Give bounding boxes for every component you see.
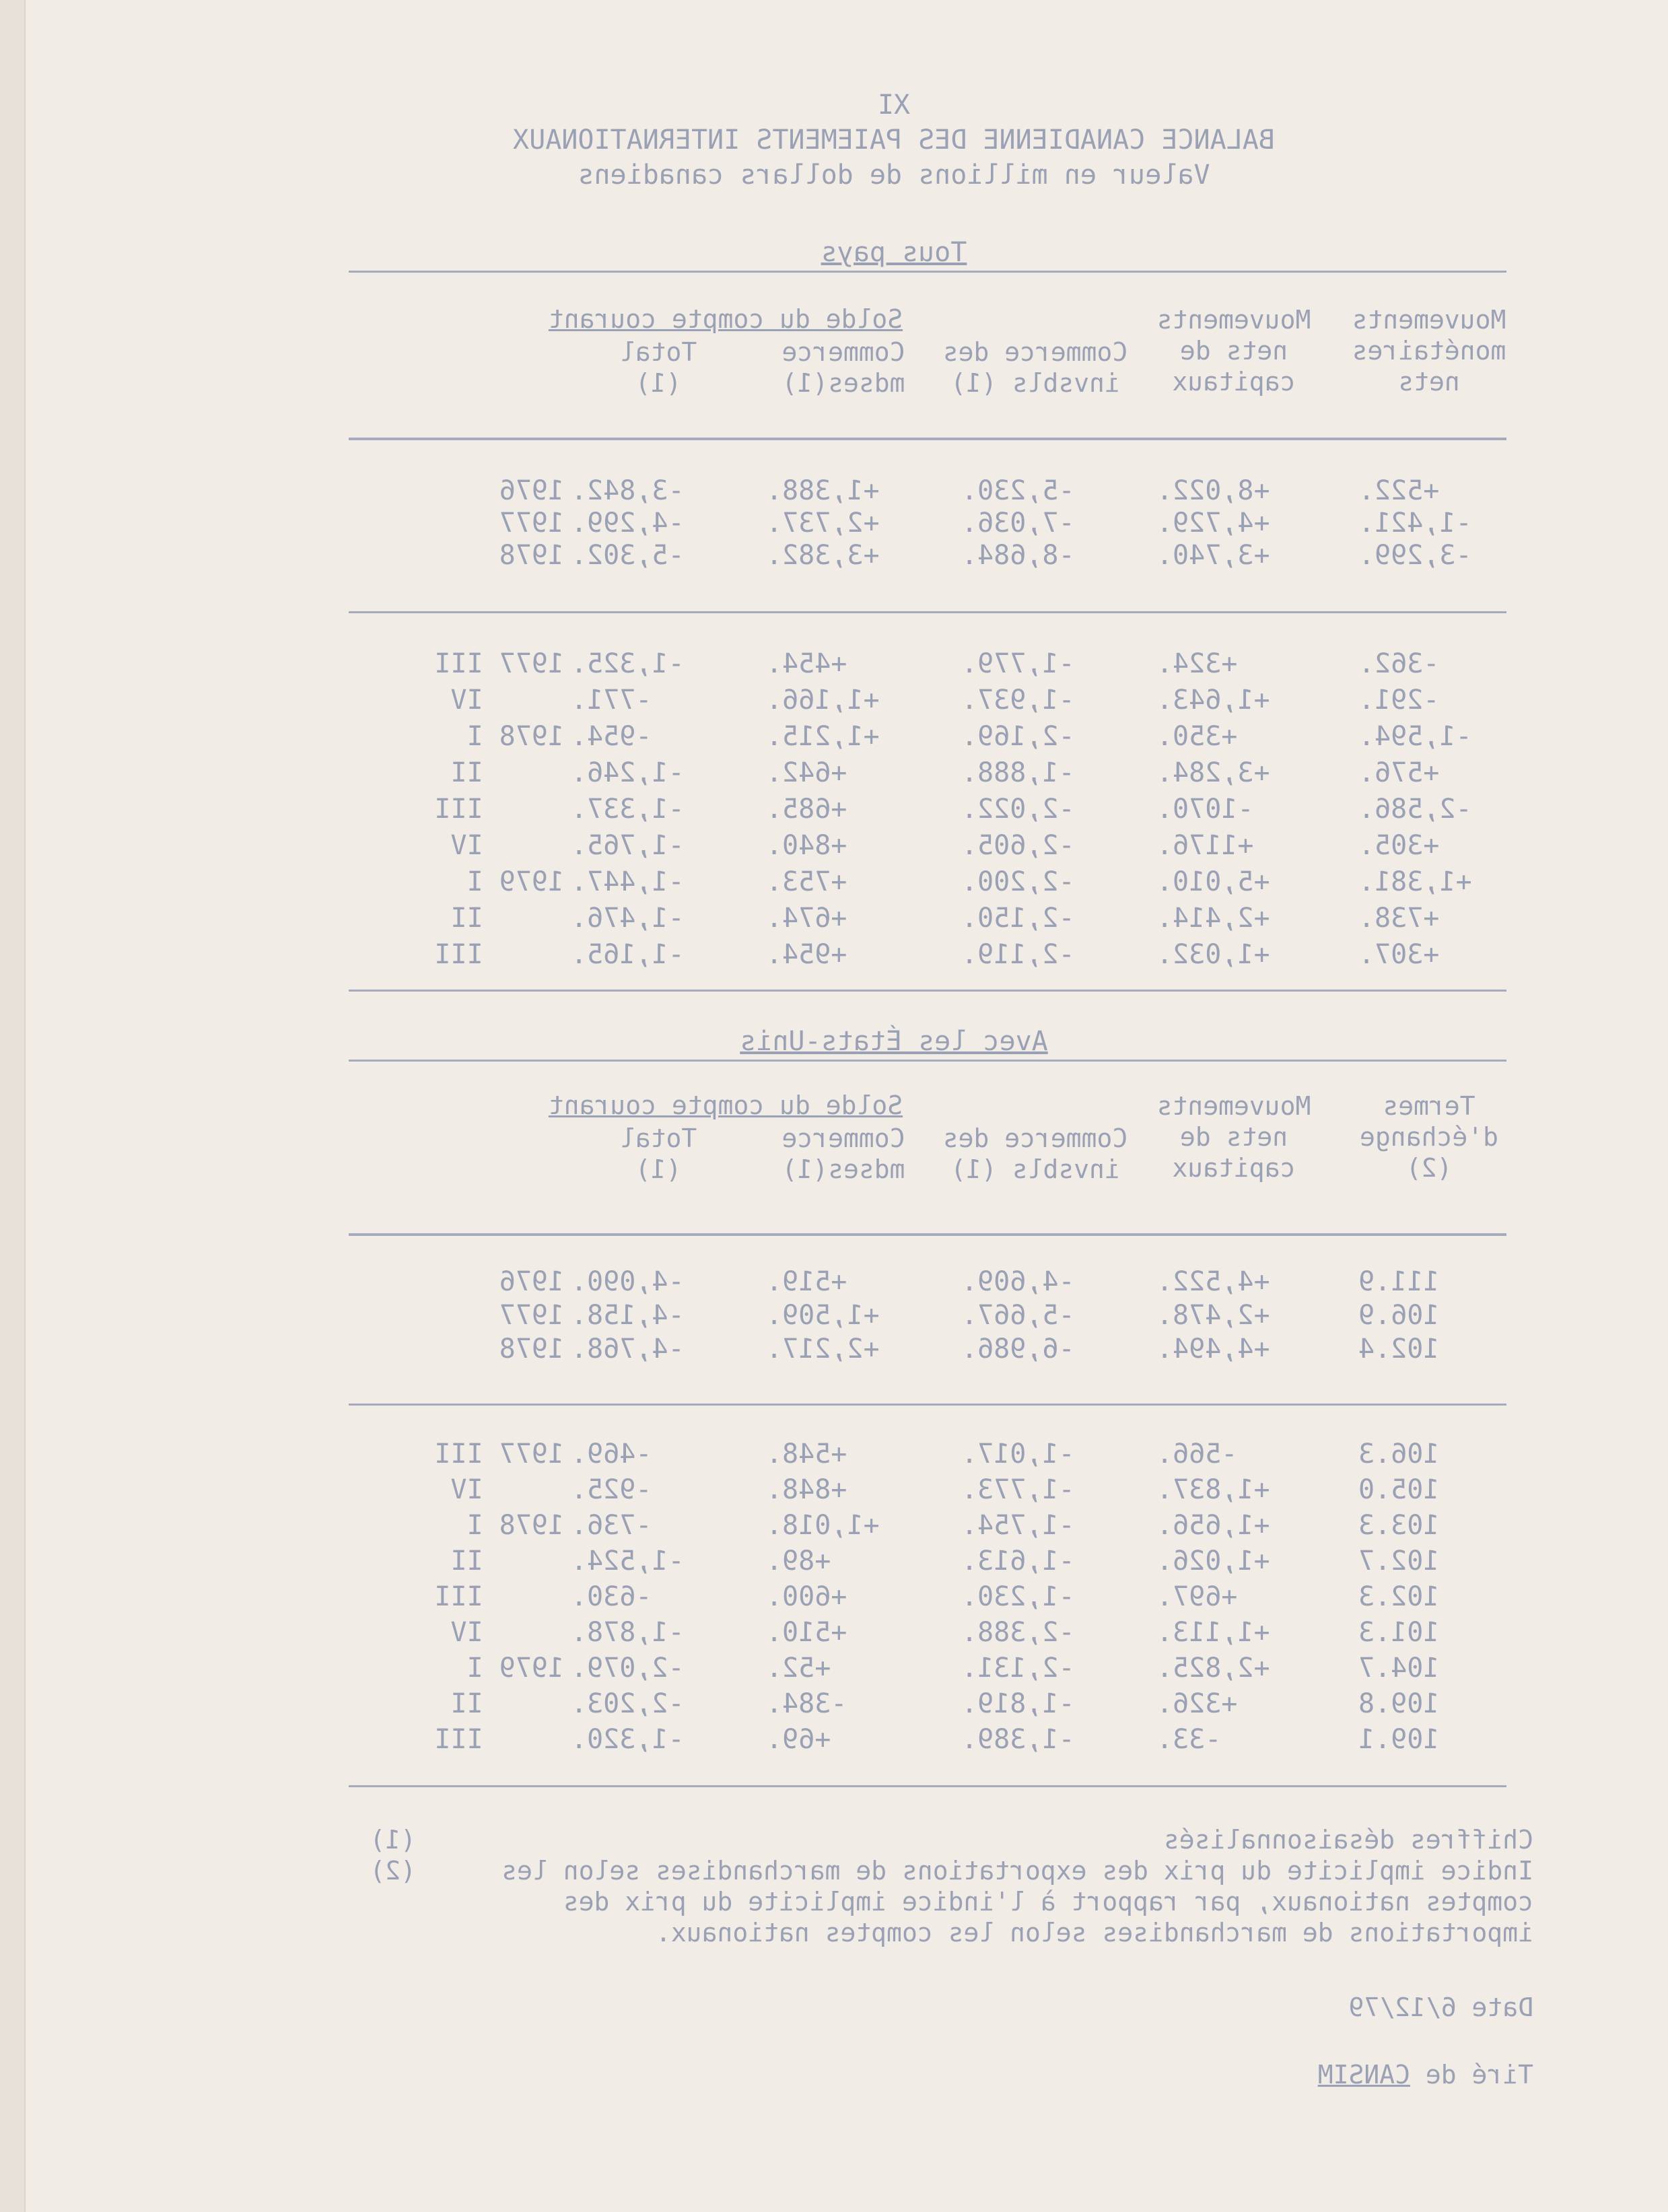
cell-invisibles: -6,986. bbox=[961, 1334, 1075, 1364]
table-row bbox=[0, 1509, 1668, 1542]
cell-total: -1,447. bbox=[571, 866, 685, 897]
cell-last: 105.0 bbox=[1358, 1474, 1440, 1505]
page-title: BALANCE CANADIENNE DES PAIEMENTS INTERNATIONAUX bbox=[513, 125, 1275, 155]
cell-merchandise: +69. bbox=[766, 1724, 831, 1755]
cell-invisibles: -2,150. bbox=[961, 903, 1075, 934]
table-row bbox=[0, 1545, 1668, 1577]
cell-invisibles: -2,388. bbox=[961, 1617, 1075, 1648]
cell-last: 102.3 bbox=[1358, 1581, 1440, 1612]
table-row bbox=[0, 1581, 1668, 1613]
cell-total: -4,090. bbox=[571, 1266, 685, 1297]
cell-total: -1,246. bbox=[571, 757, 685, 788]
cell-capital: +4,729. bbox=[1156, 508, 1270, 539]
section2-bottom-rule bbox=[349, 1785, 1506, 1787]
table-row bbox=[0, 507, 1668, 539]
section1-col-total: Total (1) bbox=[619, 337, 697, 398]
row-label: IV bbox=[450, 1474, 564, 1505]
row-label: II bbox=[450, 757, 564, 788]
section2-mid-rule bbox=[349, 1404, 1506, 1406]
cell-invisibles: -1,773. bbox=[961, 1474, 1075, 1505]
cell-total: -1,337. bbox=[571, 794, 685, 825]
cell-capital: -566. bbox=[1156, 1439, 1238, 1470]
cell-capital: +1,656. bbox=[1156, 1510, 1270, 1541]
table-row bbox=[0, 757, 1668, 789]
table-row bbox=[0, 475, 1668, 507]
cell-capital: +4,494. bbox=[1156, 1334, 1270, 1364]
table-row bbox=[0, 902, 1668, 934]
cell-merchandise: +2,217. bbox=[766, 1334, 880, 1364]
cell-capital: +1,026. bbox=[1156, 1546, 1270, 1577]
cell-last: +307. bbox=[1358, 939, 1440, 970]
cell-invisibles: -1,779. bbox=[961, 648, 1075, 679]
cell-last: +738. bbox=[1358, 903, 1440, 934]
cell-last: 109.1 bbox=[1358, 1724, 1440, 1755]
row-label: 1976 bbox=[499, 1266, 564, 1297]
cell-invisibles: -5,230. bbox=[961, 475, 1075, 506]
cell-merchandise: +642. bbox=[766, 757, 847, 788]
cell-total: -925. bbox=[571, 1474, 652, 1505]
row-label: 1977 bbox=[499, 508, 564, 539]
footnote-2-text: Indice implicite du prix des exportations de marchandises selon les comptes nationaux, par rapport à l'indice implicite du prix des importations de marchandises selon les comptes nationaux. bbox=[501, 1856, 1533, 1947]
section2-col-total: Total (1) bbox=[619, 1124, 697, 1184]
cell-merchandise: +1,166. bbox=[766, 685, 880, 716]
cell-total: -3,842. bbox=[571, 475, 685, 506]
cell-last: -1,594. bbox=[1358, 721, 1472, 752]
cell-capital: +1,837. bbox=[1156, 1474, 1270, 1505]
cell-capital: +3,740. bbox=[1156, 540, 1270, 571]
table-row bbox=[0, 720, 1668, 753]
section2-col-invis: Commerce des invsbls (1) bbox=[942, 1124, 1128, 1184]
footnote-2-number: (2) bbox=[370, 1856, 416, 1886]
cell-merchandise: -384. bbox=[766, 1688, 847, 1719]
cell-total: -4,768. bbox=[571, 1334, 685, 1364]
cell-last: 106.9 bbox=[1358, 1300, 1440, 1331]
cell-capital: +2,414. bbox=[1156, 903, 1270, 934]
cell-total: -1,165. bbox=[571, 939, 685, 970]
cell-merchandise: +600. bbox=[766, 1581, 847, 1612]
table-row bbox=[0, 648, 1668, 680]
section2-top-rule bbox=[349, 1060, 1506, 1062]
cell-capital: +4,522. bbox=[1156, 1266, 1270, 1297]
section1-title: Tous pays bbox=[821, 237, 967, 268]
cell-invisibles: -1,937. bbox=[961, 685, 1075, 716]
section2-col-merch: Commerce mdses(1) bbox=[781, 1124, 905, 1184]
table-row bbox=[0, 1723, 1668, 1756]
table-row bbox=[0, 539, 1668, 572]
cell-last: 106.3 bbox=[1358, 1439, 1440, 1470]
cell-merchandise: +674. bbox=[766, 903, 847, 934]
table-row bbox=[0, 1688, 1668, 1720]
cell-last: -2,586. bbox=[1358, 794, 1472, 825]
section2-col-terms: Termes d'échange (2) bbox=[1360, 1091, 1498, 1183]
row-label: II bbox=[450, 1688, 564, 1719]
cell-capital: +324. bbox=[1156, 648, 1238, 679]
table-row bbox=[0, 1299, 1668, 1332]
cell-total: -1,878. bbox=[571, 1617, 685, 1648]
table-row bbox=[0, 793, 1668, 825]
cell-invisibles: -7,036. bbox=[961, 508, 1075, 539]
cell-capital: +1,643. bbox=[1156, 685, 1270, 716]
row-label: III bbox=[434, 794, 564, 825]
cell-capital: +326. bbox=[1156, 1688, 1238, 1719]
cell-merchandise: +519. bbox=[766, 1266, 847, 1297]
cell-total: -736. bbox=[571, 1510, 652, 1541]
row-label: 1976 bbox=[499, 475, 564, 506]
cell-last: 102.4 bbox=[1358, 1334, 1440, 1364]
cell-total: -4,299. bbox=[571, 508, 685, 539]
section1-col-monetary: Mouvements monétaires nets bbox=[1352, 305, 1506, 396]
cell-last: 103.3 bbox=[1358, 1510, 1440, 1541]
cell-last: 101.3 bbox=[1358, 1617, 1440, 1648]
row-label: 1978 I bbox=[466, 721, 564, 752]
cell-total: -1,524. bbox=[571, 1546, 685, 1577]
row-label: 1977 bbox=[499, 1300, 564, 1331]
cell-last: +305. bbox=[1358, 830, 1440, 861]
cell-merchandise: +548. bbox=[766, 1439, 847, 1470]
row-label: 1979 I bbox=[466, 866, 564, 897]
cell-invisibles: -2,131. bbox=[961, 1653, 1075, 1684]
row-label: II bbox=[450, 903, 564, 934]
table-row bbox=[0, 829, 1668, 862]
cell-last: 102.7 bbox=[1358, 1546, 1440, 1577]
cell-merchandise: +753. bbox=[766, 866, 847, 897]
row-label: IV bbox=[450, 1617, 564, 1648]
cell-merchandise: +454. bbox=[766, 648, 847, 679]
table-row bbox=[0, 1616, 1668, 1649]
header-block bbox=[322, 88, 1466, 193]
row-label: 1978 I bbox=[466, 1510, 564, 1541]
date-line: Date 6/12/79 bbox=[1348, 1993, 1533, 2022]
footnote-1-text: Chiffres désaisonnalisés bbox=[1163, 1825, 1533, 1855]
cell-total: -2,079. bbox=[571, 1653, 685, 1684]
row-label: 1979 I bbox=[466, 1653, 564, 1684]
cell-capital: +350. bbox=[1156, 721, 1238, 752]
row-label: II bbox=[450, 1546, 564, 1577]
cell-last: -362. bbox=[1358, 648, 1440, 679]
section1-col-invis: Commerce des invsbls (1) bbox=[942, 337, 1128, 398]
cell-merchandise: +1,215. bbox=[766, 721, 880, 752]
section2-title: Avec les États-Unis bbox=[740, 1026, 1048, 1057]
cell-last: +522. bbox=[1358, 475, 1440, 506]
cell-merchandise: +1,388. bbox=[766, 475, 880, 506]
footnote-1-number: (1) bbox=[370, 1825, 416, 1855]
cell-merchandise: +1,509. bbox=[766, 1300, 880, 1331]
cell-last: +1,381. bbox=[1358, 866, 1472, 897]
page-subtitle: Valeur en millions de dollars canadiens bbox=[578, 160, 1210, 191]
cell-invisibles: -4,609. bbox=[961, 1266, 1075, 1297]
row-label: IV bbox=[450, 685, 564, 716]
cell-invisibles: -2,169. bbox=[961, 721, 1075, 752]
cell-last: -3,299. bbox=[1358, 540, 1472, 571]
section2-col-capital: Mouvements nets de capitaux bbox=[1156, 1091, 1311, 1183]
source-line bbox=[443, 2060, 1533, 2089]
section1-top-rule bbox=[349, 271, 1506, 273]
cell-invisibles: -1,819. bbox=[961, 1688, 1075, 1719]
table-row bbox=[0, 938, 1668, 971]
cell-merchandise: +3,382. bbox=[766, 540, 880, 571]
cell-last: 109.8 bbox=[1358, 1688, 1440, 1719]
section2-header-rule bbox=[349, 1233, 1506, 1236]
page-edge bbox=[0, 0, 26, 2212]
cell-last: -1,421. bbox=[1358, 508, 1472, 539]
cell-total: -469. bbox=[571, 1439, 652, 1470]
cell-invisibles: -1,754. bbox=[961, 1510, 1075, 1541]
cell-capital: +5,010. bbox=[1156, 866, 1270, 897]
cell-total: -771. bbox=[571, 685, 652, 716]
cell-capital: +1176. bbox=[1156, 830, 1254, 861]
cell-merchandise: +1,018. bbox=[766, 1510, 880, 1541]
cell-capital: +697. bbox=[1156, 1581, 1238, 1612]
cell-last: 104.7 bbox=[1358, 1653, 1440, 1684]
cell-total: -4,158. bbox=[571, 1300, 685, 1331]
row-label: 1978 bbox=[499, 540, 564, 571]
cell-total: -1,320. bbox=[571, 1724, 685, 1755]
table-row bbox=[0, 684, 1668, 716]
source-name: CANSIM bbox=[1317, 2060, 1410, 2089]
cell-total: -1,476. bbox=[571, 903, 685, 934]
source-prefix: Tiré de bbox=[1410, 2060, 1533, 2089]
section1-bottom-rule bbox=[349, 990, 1506, 992]
cell-capital: +2,478. bbox=[1156, 1300, 1270, 1331]
cell-merchandise: +848. bbox=[766, 1474, 847, 1505]
cell-capital: +8,022. bbox=[1156, 475, 1270, 506]
cell-capital: +2,825. bbox=[1156, 1653, 1270, 1684]
cell-last: 111.9 bbox=[1358, 1266, 1440, 1297]
section2-group-header: Solde du compte courant bbox=[548, 1091, 903, 1120]
section1-col-merch: Commerce mdses(1) bbox=[781, 337, 905, 398]
section1-col-capital: Mouvements nets de capitaux bbox=[1156, 305, 1311, 396]
cell-merchandise: +2,737. bbox=[766, 508, 880, 539]
cell-total: -1,325. bbox=[571, 648, 685, 679]
cell-total: -630. bbox=[571, 1581, 652, 1612]
cell-invisibles: -1,230. bbox=[961, 1581, 1075, 1612]
row-label: 1977 III bbox=[434, 648, 564, 679]
cell-invisibles: -1,389. bbox=[961, 1724, 1075, 1755]
row-label: 1978 bbox=[499, 1334, 564, 1364]
cell-total: -2,203. bbox=[571, 1688, 685, 1719]
cell-invisibles: -8,684. bbox=[961, 540, 1075, 571]
cell-capital: +1,113. bbox=[1156, 1617, 1270, 1648]
cell-invisibles: -2,605. bbox=[961, 830, 1075, 861]
cell-invisibles: -2,119. bbox=[961, 939, 1075, 970]
cell-invisibles: -1,888. bbox=[961, 757, 1075, 788]
cell-merchandise: +52. bbox=[766, 1653, 831, 1684]
cell-capital: +3,284. bbox=[1156, 757, 1270, 788]
table-row bbox=[0, 866, 1668, 898]
cell-merchandise: +685. bbox=[766, 794, 847, 825]
cell-last: +576. bbox=[1358, 757, 1440, 788]
cell-total: -5,302. bbox=[571, 540, 685, 571]
row-label: III bbox=[434, 1724, 564, 1755]
row-label: III bbox=[434, 939, 564, 970]
cell-capital: -33. bbox=[1156, 1724, 1222, 1755]
cell-merchandise: +840. bbox=[766, 830, 847, 861]
cell-merchandise: +89. bbox=[766, 1546, 831, 1577]
table-row bbox=[0, 1333, 1668, 1365]
cell-invisibles: -2,022. bbox=[961, 794, 1075, 825]
cell-total: -954. bbox=[571, 721, 652, 752]
section1-header-rule bbox=[349, 438, 1506, 440]
row-label: IV bbox=[450, 830, 564, 861]
cell-invisibles: -1,017. bbox=[961, 1439, 1075, 1470]
section1-group-header: Solde du compte courant bbox=[548, 304, 903, 334]
table-row bbox=[0, 1474, 1668, 1506]
row-label: 1977 III bbox=[434, 1439, 564, 1470]
section1-mid-rule bbox=[349, 611, 1506, 613]
table-row bbox=[0, 1652, 1668, 1684]
row-label: III bbox=[434, 1581, 564, 1612]
cell-capital: -1070. bbox=[1156, 794, 1254, 825]
table-row bbox=[0, 1266, 1668, 1298]
cell-invisibles: -5,667. bbox=[961, 1300, 1075, 1331]
cell-capital: +1,032. bbox=[1156, 939, 1270, 970]
table-row bbox=[0, 1438, 1668, 1470]
cell-total: -1,765. bbox=[571, 830, 685, 861]
page-number: XI bbox=[877, 90, 911, 120]
cell-invisibles: -2,200. bbox=[961, 866, 1075, 897]
cell-merchandise: +954. bbox=[766, 939, 847, 970]
cell-merchandise: +510. bbox=[766, 1617, 847, 1648]
cell-invisibles: -1,613. bbox=[961, 1546, 1075, 1577]
cell-last: -291. bbox=[1358, 685, 1440, 716]
